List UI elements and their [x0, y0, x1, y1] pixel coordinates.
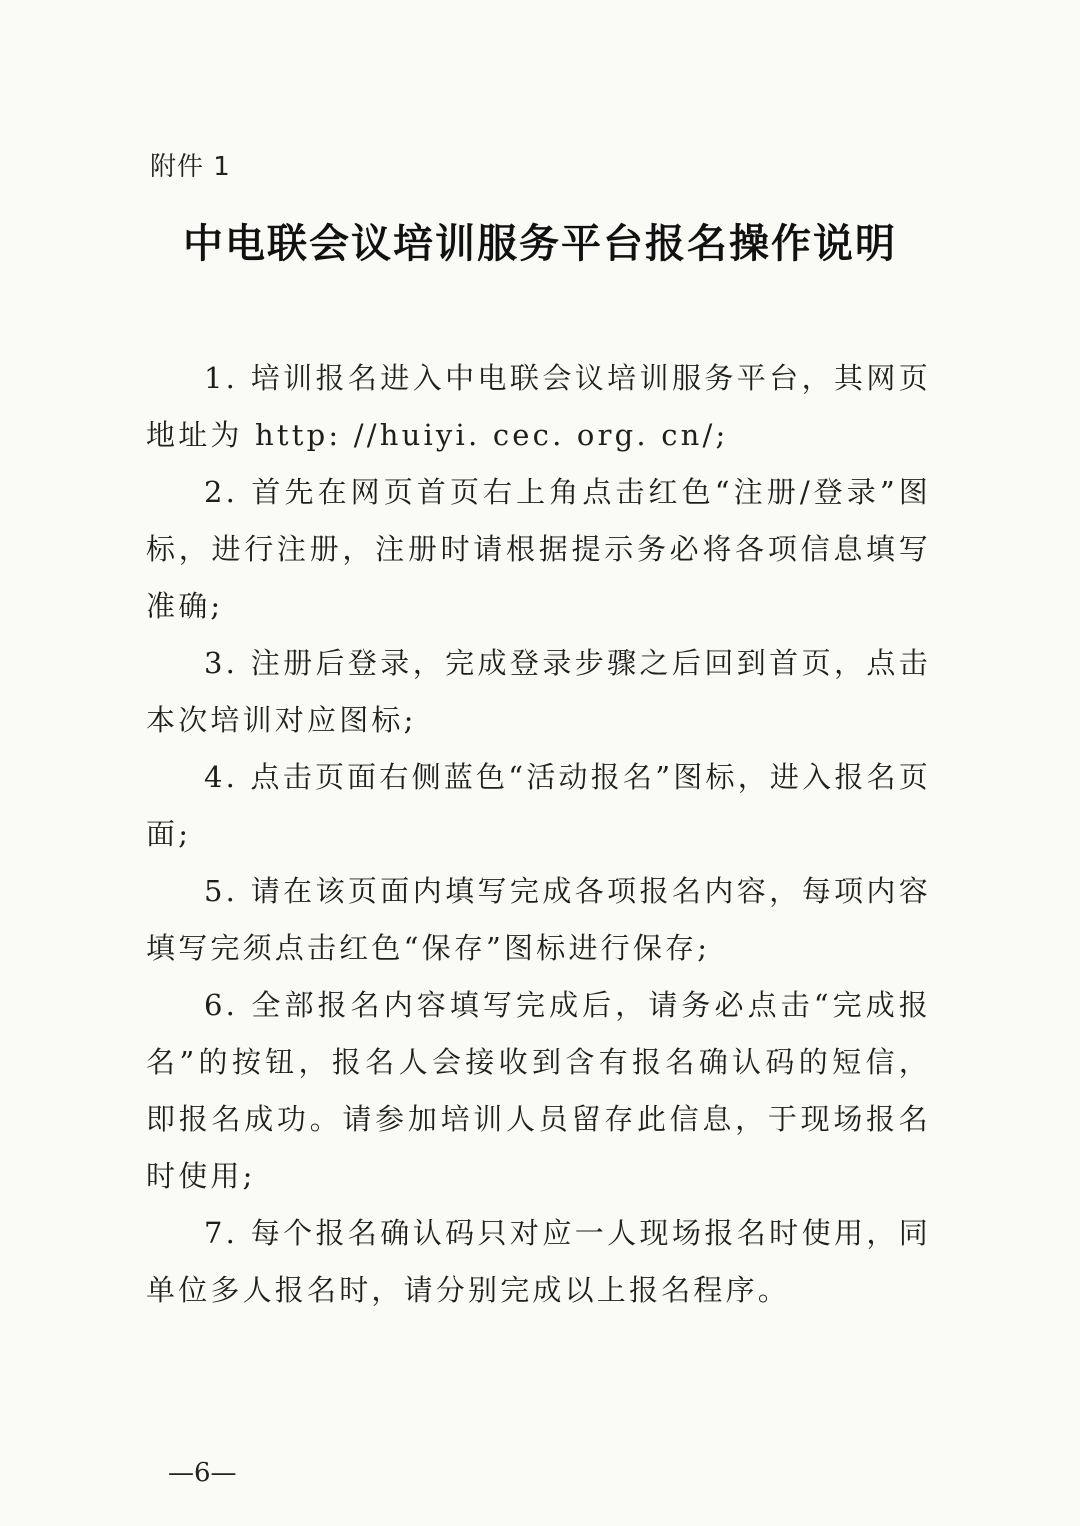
instruction-step-3: 3. 注册后登录，完成登录步骤之后回到首页，点击本次培训对应图标;: [146, 646, 931, 737]
attachment-label: 附件 1: [150, 152, 231, 182]
page-number: —6—: [168, 1458, 237, 1488]
document-body: [146, 350, 931, 1319]
instruction-step-6: 6. 全部报名内容填写完成后，请务必点击“完成报名”的按钮，报名人会接收到含有报名确认码的短信，即报名成功。请参加培训人员留存此信息，于现场报名时使用;: [146, 988, 931, 1193]
instruction-step-4: 4. 点击页面右侧蓝色“活动报名”图标，进入报名页面;: [146, 760, 931, 851]
document-title: 中电联会议培训服务平台报名操作说明: [183, 221, 897, 267]
instruction-step-5: 5. 请在该页面内填写完成各项报名内容，每项内容填写完须点击红色“保存”图标进行保存;: [146, 874, 931, 965]
instruction-step-1: 1. 培训报名进入中电联会议培训服务平台，其网页地址为 http: //huiyi. cec. org. cn/;: [146, 361, 931, 452]
instruction-step-2: 2. 首先在网页首页右上角点击红色“注册/登录”图标，进行注册，注册时请根据提示务必将各项信息填写准确;: [146, 475, 931, 623]
instruction-step-7: 7. 每个报名确认码只对应一人现场报名时使用，同单位多人报名时，请分别完成以上报名程序。: [146, 1216, 931, 1307]
